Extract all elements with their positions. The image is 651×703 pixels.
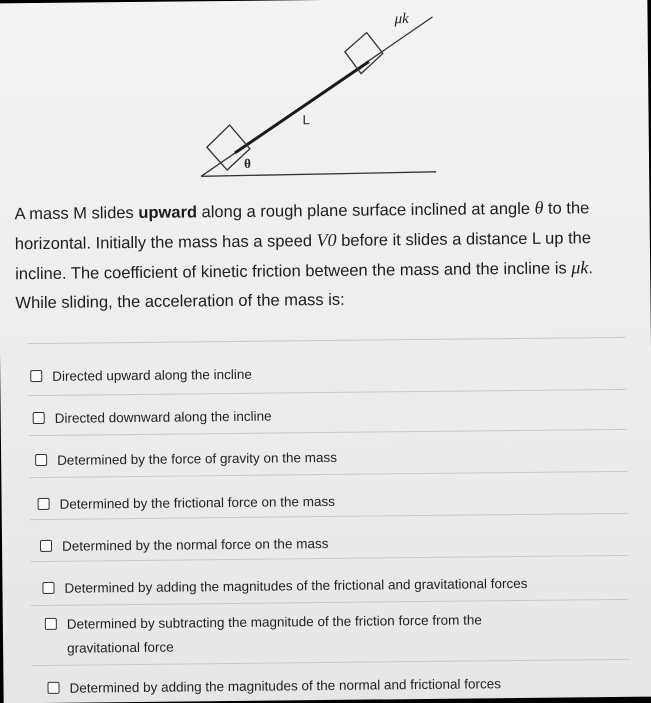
option-3[interactable]	[35, 444, 337, 473]
option-label: Directed upward along the incline	[52, 366, 252, 384]
question-text	[14, 193, 625, 318]
option-2[interactable]	[33, 403, 272, 432]
option-label: Determined by adding the magnitudes of the normal and frictional forces	[69, 675, 502, 696]
checkbox[interactable]	[33, 412, 45, 424]
incline-diagram	[0, 0, 649, 203]
checkbox[interactable]	[30, 370, 42, 382]
option-label: Determined by subtracting the magnitude of the friction force from the gravitational force	[66, 612, 482, 656]
question-part: to the horizontal. Initially the mass has a speed	[14, 199, 590, 254]
v0-symbol: V0	[316, 229, 337, 251]
option-label: Determined by adding the magnitudes of the frictional and gravitational forces	[64, 575, 528, 596]
option-label: Determined by the frictional force on the mass	[59, 493, 336, 512]
theta-symbol: θ	[534, 197, 544, 218]
option-8[interactable]	[47, 670, 501, 701]
option-6[interactable]	[42, 570, 527, 601]
checkbox[interactable]	[45, 618, 57, 630]
distance-line	[234, 62, 370, 153]
option-label: Determined by the normal force on the mass	[61, 535, 329, 554]
option-label: Directed downward along the incline	[54, 408, 272, 426]
angle-label: θ	[243, 155, 251, 171]
block-end	[345, 32, 383, 73]
checkbox[interactable]	[38, 498, 50, 510]
divider	[28, 337, 626, 344]
question-part: along a rough plane surface inclined at angle	[196, 199, 535, 222]
checkbox[interactable]	[40, 540, 52, 552]
question-bold-word: upward	[138, 203, 198, 222]
question-part: A mass M slides	[14, 203, 139, 224]
length-label: L	[302, 112, 310, 128]
divider	[28, 389, 626, 396]
mu-symbol: μk	[571, 257, 589, 278]
checkbox[interactable]	[35, 454, 47, 466]
mu-label: μk	[394, 11, 409, 28]
question-part: . While sliding, the acceleration of the mass is:	[15, 259, 594, 313]
question-part: before it slides a distance L up the incline. The coefficient of kinetic friction between the mass and the incline is	[15, 229, 592, 284]
option-1[interactable]	[30, 361, 252, 389]
checkbox[interactable]	[47, 682, 59, 694]
option-5[interactable]	[40, 530, 329, 559]
option-label: Determined by the force of gravity on the mass	[57, 449, 338, 468]
option-7[interactable]	[45, 608, 557, 657]
horizontal-ground	[201, 172, 436, 176]
option-4[interactable]	[37, 488, 335, 517]
checkbox[interactable]	[42, 582, 54, 594]
answer-options	[0, 337, 651, 696]
